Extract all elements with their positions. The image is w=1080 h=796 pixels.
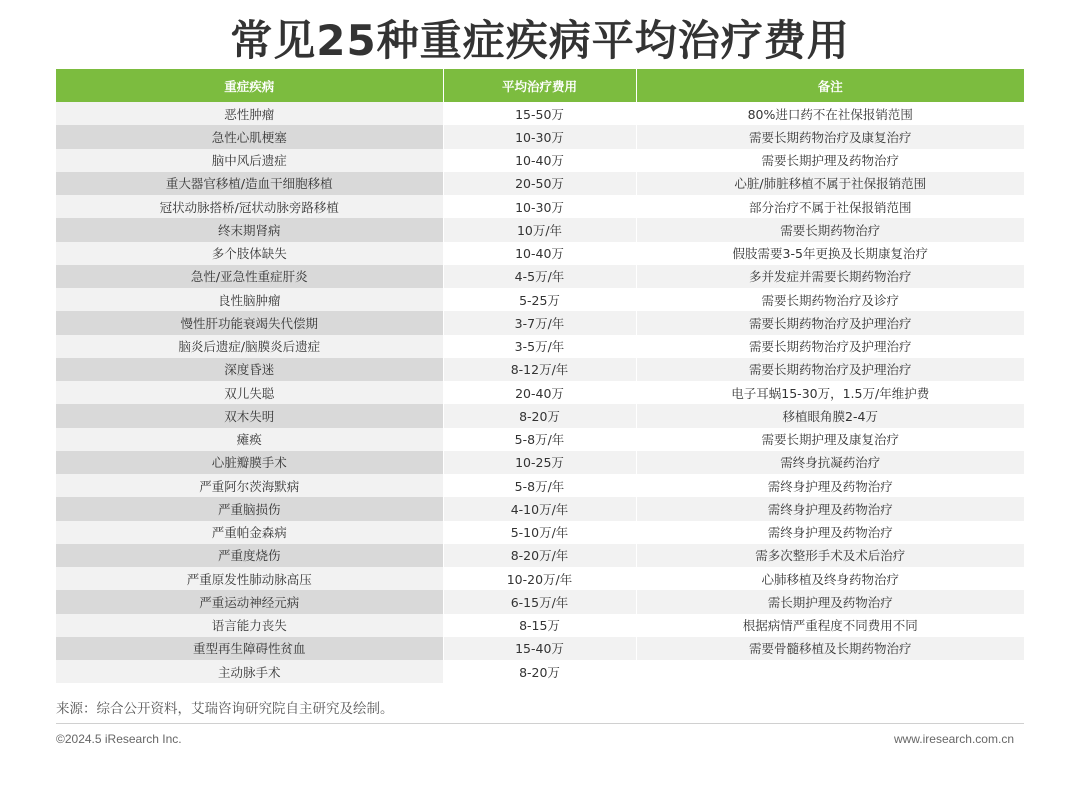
- disease-cell: 急性心肌梗塞: [56, 125, 443, 148]
- table-row: [56, 614, 1024, 637]
- disease-cell: 语言能力丧失: [56, 614, 443, 637]
- header-cost: 平均治疗费用: [443, 69, 636, 102]
- table-row: [56, 381, 1024, 404]
- table-row: [56, 218, 1024, 241]
- table-row: [56, 521, 1024, 544]
- disease-cell: 冠状动脉搭桥/冠状动脉旁路移植: [56, 195, 443, 218]
- cost-cell: 5-8万/年: [443, 428, 636, 451]
- disease-cell: 重型再生障碍性贫血: [56, 637, 443, 660]
- disease-cell: 恶性肿瘤: [56, 102, 443, 125]
- note-cell: 需终身护理及药物治疗: [767, 525, 893, 541]
- footer-divider: [56, 723, 1024, 724]
- cost-cell: 6-15万/年: [443, 590, 636, 613]
- cost-cell: 15-40万: [443, 637, 636, 660]
- note-cell: 需要长期药物治疗: [636, 218, 1024, 241]
- cost-cell: 10万/年: [443, 218, 636, 241]
- cost-cell: 10-30万: [443, 195, 636, 218]
- disease-cell: 主动脉手术: [56, 660, 443, 683]
- table-header-row: [56, 69, 1024, 102]
- disease-cell: 深度昏迷: [56, 358, 443, 381]
- cost-cell: 10-25万: [443, 451, 636, 474]
- disease-cell: 重大器官移植/造血干细胞移植: [56, 172, 443, 195]
- note-cell: 需长期护理及药物治疗: [636, 590, 1024, 613]
- disease-cell: 严重阿尔茨海默病: [56, 474, 443, 497]
- website-url: www.iresearch.com.cn: [893, 732, 1014, 746]
- table-row: [56, 590, 1024, 613]
- cost-cell: 3-5万/年: [443, 335, 636, 358]
- note-cell: 需要长期药物治疗及诊疗: [761, 292, 899, 308]
- cost-cell: 5-25万: [443, 288, 636, 311]
- table-row: [56, 311, 1024, 334]
- disease-cell: 瘫痪: [56, 428, 443, 451]
- disease-cost-table: [56, 69, 1024, 683]
- table-row: [56, 335, 1024, 358]
- note-cell: 需要骨髓移植及长期药物治疗: [636, 637, 1024, 660]
- table-row: [56, 172, 1024, 195]
- table-row: [56, 660, 1024, 683]
- table-row: [56, 149, 1024, 172]
- note-cell: 电子耳蜗15-30万，1.5万/年维护费: [731, 385, 930, 401]
- cost-cell: 10-20万/年: [443, 567, 636, 590]
- table-row: [56, 544, 1024, 567]
- cost-cell: 3-7万/年: [443, 311, 636, 334]
- table-row: [56, 195, 1024, 218]
- disease-cell: 心脏瓣膜手术: [56, 451, 443, 474]
- disease-cell: 严重原发性肺动脉高压: [56, 567, 443, 590]
- table-row: [56, 102, 1024, 125]
- table-row: [56, 288, 1024, 311]
- disease-cell: 双儿失聪: [56, 381, 443, 404]
- disease-cell: 急性/亚急性重症肝炎: [56, 265, 443, 288]
- disease-cell: 双木失明: [56, 404, 443, 427]
- cost-cell: 8-12万/年: [443, 358, 636, 381]
- cost-cell: 20-40万: [443, 381, 636, 404]
- copyright: ©2024.5 iResearch Inc.: [56, 732, 182, 746]
- cost-cell: 15-50万: [443, 102, 636, 125]
- note-cell: 根据病情严重程度不同费用不同: [742, 618, 918, 634]
- note-cell: 需要长期药物治疗及康复治疗: [636, 125, 1024, 148]
- disease-cell: 多个肢体缺失: [56, 242, 443, 265]
- cost-cell: 8-20万/年: [443, 544, 636, 567]
- disease-cell: 脑炎后遗症/脑膜炎后遗症: [56, 335, 443, 358]
- disease-cell: 脑中风后遗症: [56, 149, 443, 172]
- note-cell: 需要长期药物治疗及护理治疗: [636, 358, 1024, 381]
- cost-cell: 5-10万/年: [443, 521, 636, 544]
- disease-cell: 严重度烧伤: [56, 544, 443, 567]
- header-disease: 重症疾病: [56, 69, 443, 102]
- disease-cell: 严重帕金森病: [56, 521, 443, 544]
- disease-cell: 终末期肾病: [56, 218, 443, 241]
- cost-cell: 10-40万: [443, 242, 636, 265]
- note-cell: 需要长期护理及药物治疗: [761, 153, 899, 169]
- cost-cell: 8-15万: [443, 614, 636, 637]
- note-cell: 需要长期护理及康复治疗: [761, 432, 899, 448]
- header-note: 备注: [636, 69, 1024, 102]
- table-row: [56, 567, 1024, 590]
- note-cell: [636, 660, 1024, 683]
- note-cell: 需终身护理及药物治疗: [767, 478, 893, 494]
- table-row: [56, 358, 1024, 381]
- note-cell: 移植眼角膜2-4万: [636, 404, 1024, 427]
- disease-cell: 良性脑肿瘤: [56, 288, 443, 311]
- note-cell: 需终身抗凝药治疗: [636, 451, 1024, 474]
- cost-cell: 4-5万/年: [443, 265, 636, 288]
- note-cell: 需要长期药物治疗及护理治疗: [748, 339, 912, 355]
- table-row: [56, 242, 1024, 265]
- page-title: 常见25种重症疾病平均治疗费用: [230, 16, 850, 65]
- note-cell: 部分治疗不属于社保报销范围: [748, 199, 912, 215]
- cost-cell: 10-40万: [443, 149, 636, 172]
- cost-cell: 4-10万/年: [443, 497, 636, 520]
- table-row: [56, 125, 1024, 148]
- cost-cell: 8-20万: [443, 404, 636, 427]
- note-cell: 80%进口药不在社保报销范围: [747, 106, 913, 122]
- cost-cell: 8-20万: [443, 660, 636, 683]
- table-row: [56, 265, 1024, 288]
- table-row: [56, 451, 1024, 474]
- note-cell: 需要长期药物治疗及护理治疗: [636, 311, 1024, 334]
- table-row: [56, 637, 1024, 660]
- note-cell: 心脏/肺脏移植不属于社保报销范围: [636, 172, 1024, 195]
- disease-cell: 严重运动神经元病: [56, 590, 443, 613]
- disease-cell: 慢性肝功能衰竭失代偿期: [56, 311, 443, 334]
- table-row: [56, 404, 1024, 427]
- source-note: 来源：综合公开资料，艾瑞咨询研究院自主研究及绘制。: [56, 701, 394, 717]
- table-row: [56, 428, 1024, 451]
- cost-cell: 10-30万: [443, 125, 636, 148]
- note-cell: 假肢需要3-5年更换及长期康复治疗: [732, 246, 928, 262]
- table-row: [56, 474, 1024, 497]
- note-cell: 需多次整形手术及术后治疗: [636, 544, 1024, 567]
- note-cell: 需终身护理及药物治疗: [636, 497, 1024, 520]
- cost-cell: 20-50万: [443, 172, 636, 195]
- disease-cell: 严重脑损伤: [56, 497, 443, 520]
- note-cell: 心肺移植及终身药物治疗: [761, 571, 899, 587]
- table-row: [56, 497, 1024, 520]
- cost-cell: 5-8万/年: [443, 474, 636, 497]
- note-cell: 多并发症并需要长期药物治疗: [636, 265, 1024, 288]
